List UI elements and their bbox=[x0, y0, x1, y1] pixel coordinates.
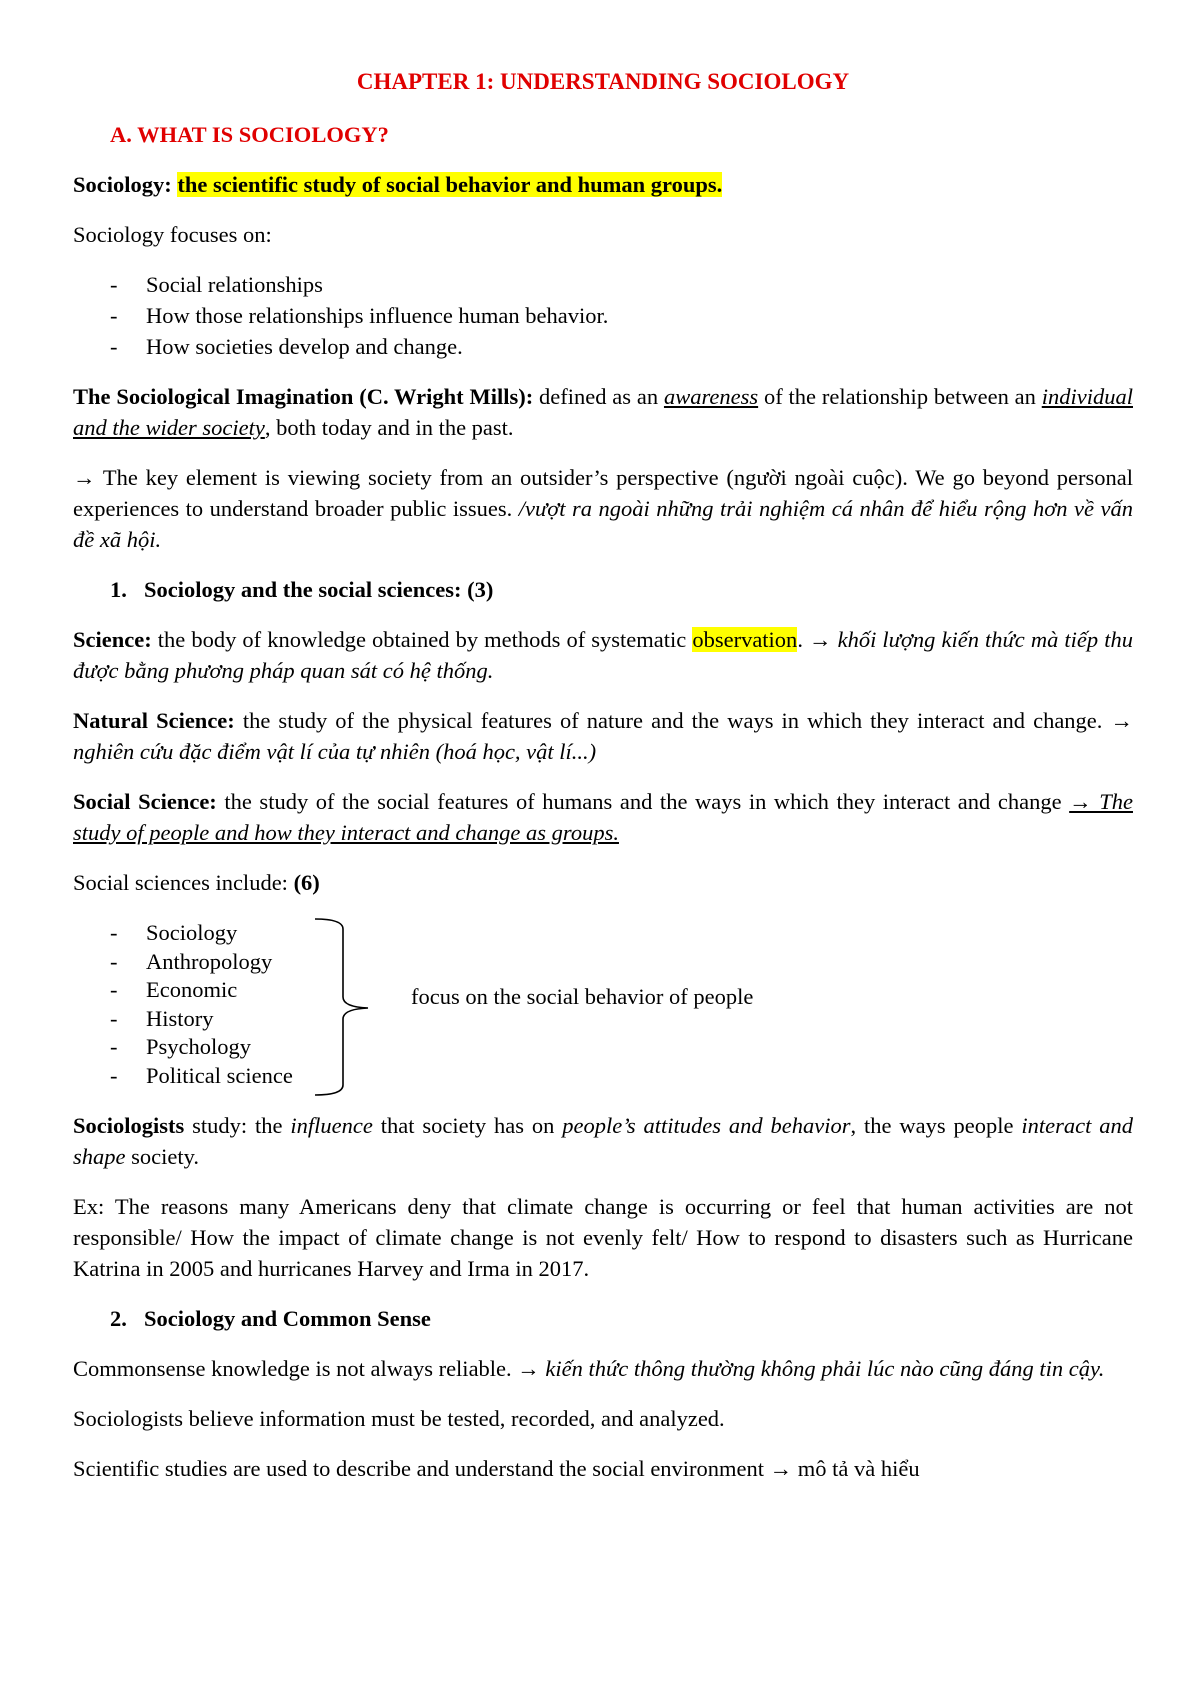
vietnamese-translation: /vượt ra ngoài những trải nghiệm cá nhân để hiểu rộng hơn về vấn đề xã hội. bbox=[73, 496, 1133, 552]
social-science-underlined-note: → The study of people and how they interact and change as groups. bbox=[73, 789, 1133, 845]
sociologists-study-paragraph: Sociologists study: the influence that society has on people’s attitudes and behavior, the ways people interact and shape society. bbox=[73, 1113, 1133, 1169]
document-content bbox=[73, 66, 1133, 1484]
science-term: Science: bbox=[73, 627, 152, 652]
natural-science-term: Natural Science: bbox=[73, 708, 235, 733]
subsection-1-heading: 1. Sociology and the social sciences: (3) bbox=[110, 577, 494, 602]
social-science-definition: Social Science: the study of the social features of humans and the ways in which they interact and change → The study of people and how they interact and change as groups. bbox=[73, 789, 1133, 845]
section-heading-a: A. WHAT IS SOCIOLOGY? bbox=[110, 122, 389, 147]
imagination-term: The Sociological Imagination (C. Wright Mills): bbox=[73, 384, 534, 409]
brace-label: focus on the social behavior of people bbox=[411, 984, 754, 1009]
focuses-list bbox=[73, 269, 1133, 362]
individual-society-term: individual and the wider society bbox=[73, 384, 1133, 440]
social-science-term: Social Science: bbox=[73, 789, 217, 814]
list-item: - History bbox=[110, 1005, 214, 1031]
vietnamese-translation: kiến thức thông thường không phải lúc nào cũng đáng tin cậy. bbox=[545, 1356, 1105, 1381]
definition-text: the scientific study of social behavior and human groups. bbox=[177, 172, 723, 197]
observation-highlight: observation bbox=[692, 627, 798, 652]
right-brace-icon bbox=[313, 917, 373, 1097]
subsection-2-heading: 2. Sociology and Common Sense bbox=[110, 1306, 431, 1331]
list-item: - Political science bbox=[110, 1062, 293, 1088]
list-item: - Sociology bbox=[110, 920, 238, 945]
vietnamese-translation: nghiên cứu đặc điểm vật lí của tự nhiên (hoá học, vật lí...) bbox=[73, 739, 597, 764]
sociological-imagination: The Sociological Imagination (C. Wright Mills): defined as an awareness of the relationship between an individual and the wider society, both today and in the past. bbox=[73, 384, 1133, 440]
arrow-icon: → bbox=[73, 465, 96, 490]
list-item: - Economic bbox=[110, 977, 238, 1002]
tested-paragraph: Sociologists believe information must be tested, recorded, and analyzed. bbox=[73, 1406, 725, 1431]
science-definition: Science: the body of knowledge obtained by methods of systematic observation. → khối lượng kiến thức mà tiếp thu được bằng phương pháp quan sát có hệ thống. bbox=[73, 627, 1133, 683]
sociology-definition bbox=[73, 169, 1133, 200]
commonsense-paragraph: Commonsense knowledge is not always reliable. → kiến thức thông thường không phải lúc nào cũng đáng tin cậy. bbox=[73, 1356, 1105, 1381]
list-item: - How those relationships influence human behavior. bbox=[110, 303, 609, 328]
list-item: - Anthropology bbox=[110, 948, 273, 974]
list-item: - Social relationships bbox=[110, 272, 323, 297]
scientific-studies-paragraph: Scientific studies are used to describe and understand the social environment → mô tả và hiểu bbox=[73, 1456, 920, 1481]
natural-science-definition: Natural Science: the study of the physical features of nature and the ways in which they interact and change. → nghiên cứu đặc điểm vật lí của tự nhiên (hoá học, vật lí...) bbox=[73, 708, 1133, 764]
vietnamese-translation: khối lượng kiến thức mà tiếp thu được bằng phương pháp quan sát có hệ thống. bbox=[73, 627, 1133, 683]
social-sciences-group bbox=[73, 919, 1133, 1094]
definition-term: Sociology: bbox=[73, 172, 172, 197]
key-element-paragraph: → The key element is viewing society from an outsider’s perspective (người ngoài cuộc). We go beyond personal experiences to understand broader public issues. /vượt ra ngoài những trải nghiệm cá nhân để hiểu rộng hơn về vấn đề xã hội. bbox=[73, 465, 1133, 552]
social-sciences-intro: Social sciences include: (6) bbox=[73, 870, 320, 895]
example-paragraph: Ex: The reasons many Americans deny that climate change is occurring or feel that human activities are not responsible/ How the impact of climate change is not evenly felt/ How to respond to disasters such as Hurricane Katrina in 2005 and hurricanes Harvey and Irma in 2017. bbox=[73, 1194, 1133, 1281]
list-item: - How societies develop and change. bbox=[110, 334, 463, 359]
focuses-intro: Sociology focuses on: bbox=[73, 222, 272, 247]
list-item: - Psychology bbox=[110, 1034, 252, 1059]
chapter-title: CHAPTER 1: UNDERSTANDING SOCIOLOGY bbox=[356, 69, 850, 94]
awareness-term: awareness bbox=[663, 384, 759, 409]
